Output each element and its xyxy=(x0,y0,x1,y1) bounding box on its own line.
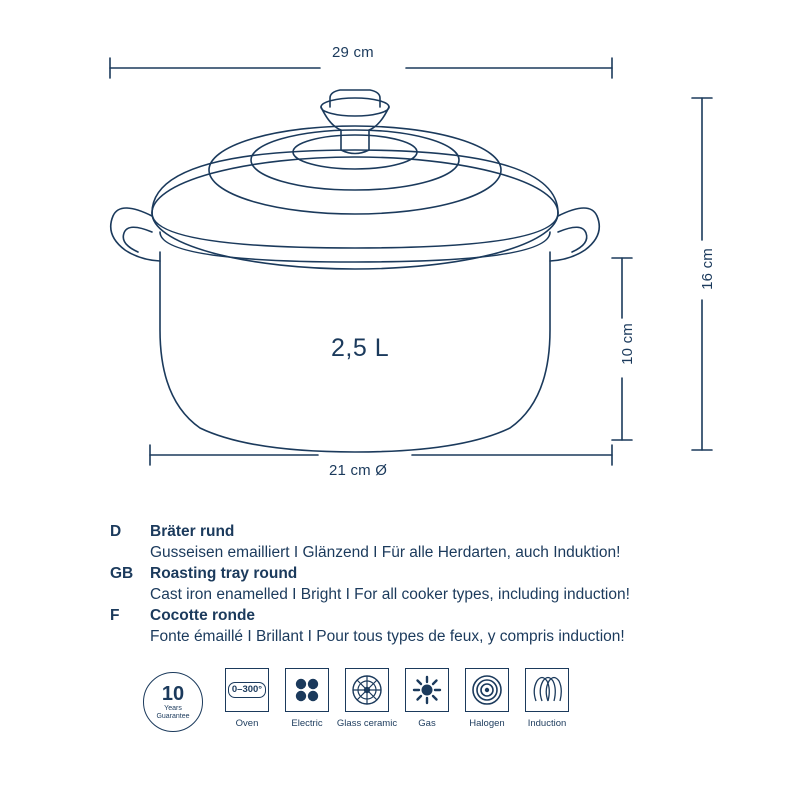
dimension-label-total-height: 16 cm xyxy=(699,248,716,290)
feature-electric xyxy=(281,668,333,729)
guarantee-number: 10 xyxy=(161,682,185,705)
description-row-de xyxy=(110,522,750,563)
feature-oven xyxy=(221,668,273,729)
volume-label: 2,5 L xyxy=(331,334,390,362)
feature-induction xyxy=(521,668,573,729)
description-title-gb: Roasting tray round xyxy=(150,565,298,582)
description-subtitle-gb: Cast iron enamelled I Bright I For all cooker types, including induction! xyxy=(150,586,630,603)
product-descriptions xyxy=(110,522,750,648)
glass-ceramic-glyph xyxy=(351,674,383,706)
language-code-fr: F xyxy=(110,607,120,624)
guarantee-years-label: Years xyxy=(164,704,182,712)
induction-coil-icon xyxy=(525,668,569,712)
description-title-fr: Cocotte ronde xyxy=(150,607,256,624)
lid-body xyxy=(152,150,558,269)
language-code-gb: GB xyxy=(110,565,134,582)
glass-ceramic-hob-icon xyxy=(345,668,389,712)
feature-caption-oven: Oven xyxy=(235,718,259,729)
guarantee-badge xyxy=(143,672,203,732)
oven-temperature-badge: 0–300° xyxy=(228,682,266,698)
gas-flame-icon xyxy=(405,668,449,712)
description-subtitle-de: Gusseisen emailliert I Glänzend I Für alle Herdarten, auch Induktion! xyxy=(150,544,621,561)
gas-burner-glyph xyxy=(411,674,443,706)
feature-icon-strip xyxy=(143,668,581,732)
feature-caption-induction: Induction xyxy=(527,718,567,729)
feature-glass-ceramic xyxy=(336,668,398,729)
feature-caption-electric: Electric xyxy=(291,718,323,729)
oven-icon xyxy=(225,668,269,712)
feature-gas xyxy=(401,668,453,729)
electric-hob-glyph xyxy=(292,675,322,705)
guarantee-word-label: Guarantee xyxy=(156,712,190,720)
lid-rim xyxy=(152,213,558,262)
lid-knob xyxy=(321,90,389,154)
electric-hob-icon xyxy=(285,668,329,712)
halogen-hob-icon xyxy=(465,668,509,712)
language-code-de: D xyxy=(110,523,122,540)
dimension-label-pot-height: 10 cm xyxy=(619,323,636,365)
feature-caption-gas: Gas xyxy=(418,718,436,729)
description-row-gb xyxy=(110,564,750,605)
feature-caption-halogen: Halogen xyxy=(469,718,505,729)
pot-handle-right xyxy=(550,208,599,261)
halogen-glyph xyxy=(471,674,503,706)
feature-caption-glass-ceramic: Glass ceramic xyxy=(336,718,398,729)
dimension-label-top-width: 29 cm xyxy=(332,44,374,61)
dimension-label-bottom-diameter: 21 cm Ø xyxy=(329,462,388,479)
feature-halogen xyxy=(461,668,513,729)
description-subtitle-fr: Fonte émaillé I Brillant I Pour tous types de feux, y compris induction! xyxy=(150,628,625,645)
dimension-line-top xyxy=(110,58,612,228)
induction-glyph xyxy=(531,675,563,705)
description-row-fr xyxy=(110,606,750,647)
description-title-de: Bräter rund xyxy=(150,523,235,540)
lid-rings xyxy=(209,126,501,214)
pot-handle-left xyxy=(111,208,160,261)
